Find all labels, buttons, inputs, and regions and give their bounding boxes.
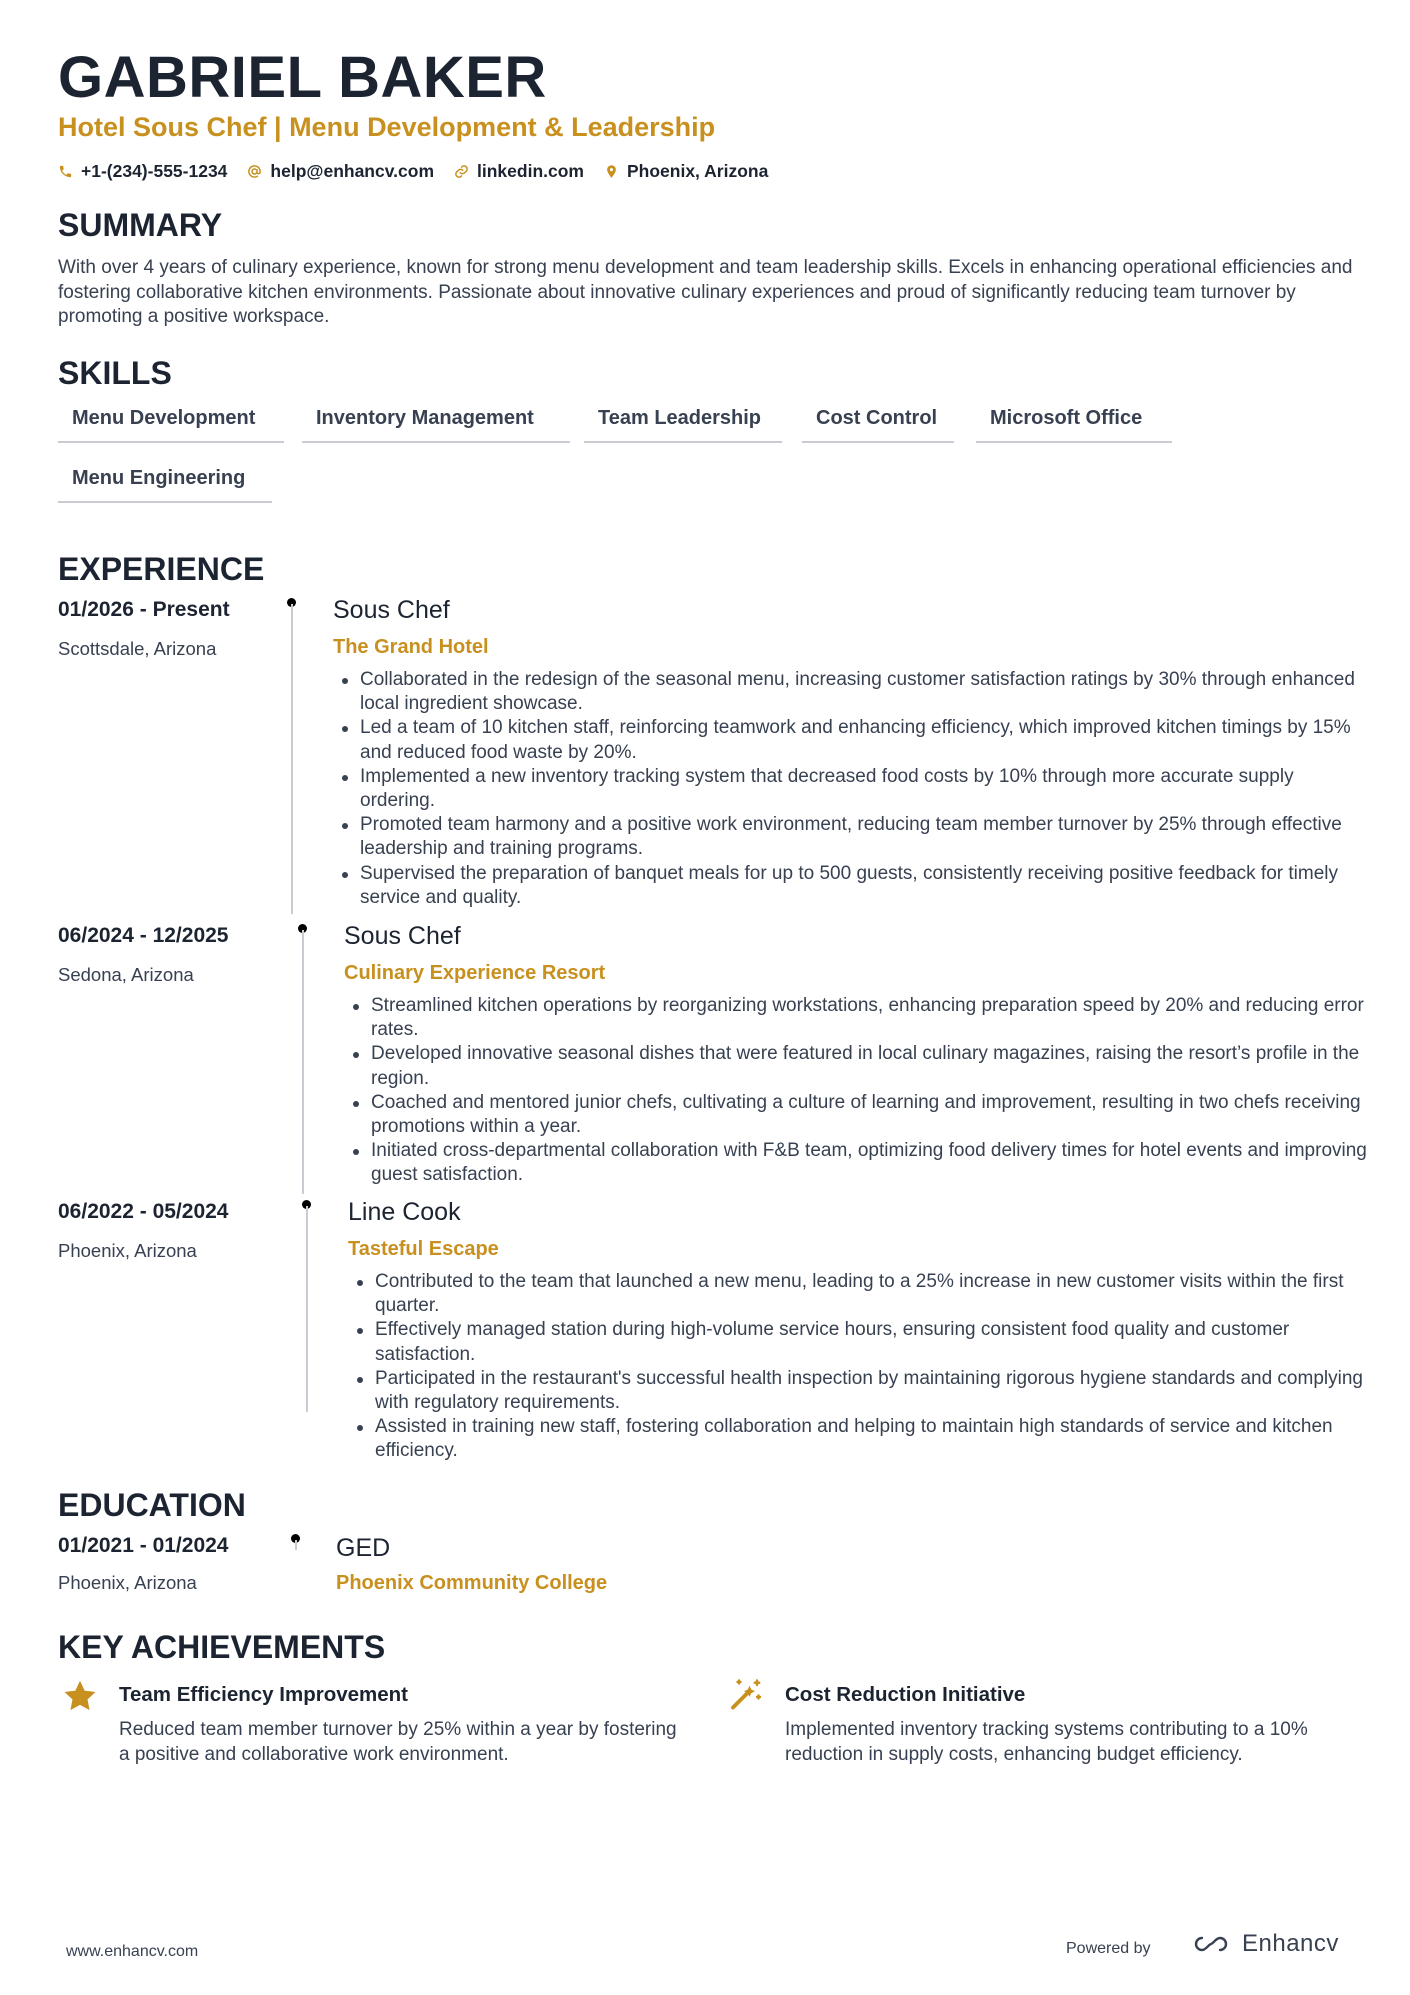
job-bullet: Effectively managed station during high-volume service hours, ensuring consistent food quality and customer satisfaction. [353, 1318, 1368, 1366]
contact-location-text: Phoenix, Arizona [626, 161, 769, 181]
job-dates: 06/2022 - 05/2024 [58, 1200, 229, 1223]
job-dates: 01/2026 - Present [58, 598, 230, 621]
skill-tag: Menu Engineering [58, 467, 272, 503]
job-bullet: Supervised the preparation of banquet meals for up to 500 guests, consistently receiving positive feedback for timely service and quality. [338, 862, 1368, 910]
job-bullets [338, 668, 1368, 910]
enhancv-logo-icon [1188, 1932, 1234, 1956]
achievement-title: Cost Reduction Initiative [785, 1683, 1026, 1706]
achievement-title: Team Efficiency Improvement [119, 1683, 408, 1706]
star-icon [62, 1678, 98, 1714]
contact-email-text: help@enhancv.com [270, 161, 435, 181]
job-bullet: Assisted in training new staff, fostering collaboration and helping to maintain high standards of service and kitchen efficiency. [353, 1415, 1368, 1463]
job-bullet: Participated in the restaurant's successful health inspection by maintaining rigorous hygiene standards and complying with regulatory requirements. [353, 1367, 1368, 1415]
job-location: Phoenix, Arizona [58, 1240, 197, 1261]
skill-tag: Team Leadership [584, 407, 782, 443]
contact-linkedin-text: linkedin.com [477, 161, 584, 181]
candidate-headline: Hotel Sous Chef | Menu Development & Leadership [58, 112, 716, 142]
contact-linkedin[interactable] [454, 161, 584, 182]
job-location: Sedona, Arizona [58, 964, 194, 985]
link-icon [454, 164, 469, 179]
timeline-line [302, 930, 304, 1194]
job-company: The Grand Hotel [333, 636, 489, 658]
job-company: Culinary Experience Resort [344, 962, 606, 984]
skill-tag: Cost Control [802, 407, 954, 443]
timeline-line [295, 1540, 297, 1550]
job-bullet: Contributed to the team that launched a new menu, leading to a 25% increase in new customer visits within the first quarter. [353, 1270, 1368, 1318]
summary-heading: SUMMARY [58, 207, 223, 243]
job-title: Sous Chef [344, 922, 461, 950]
job-bullet: Initiated cross-departmental collaboration with F&B team, optimizing food delivery times for hotel events and improving guest satisfaction. [349, 1139, 1369, 1187]
job-company: Tasteful Escape [348, 1238, 499, 1260]
timeline-line [306, 1206, 308, 1412]
education-school: Phoenix Community College [336, 1572, 608, 1594]
skill-tag: Menu Development [58, 407, 284, 443]
contact-location [604, 161, 768, 182]
brand-name: Enhancv [1242, 1930, 1339, 1957]
education-degree: GED [336, 1534, 391, 1562]
job-bullet: Streamlined kitchen operations by reorganizing workstations, enhancing preparation speed by 20% and reducing error rates. [349, 994, 1369, 1042]
skill-tag: Microsoft Office [976, 407, 1172, 443]
job-dates: 06/2024 - 12/2025 [58, 924, 229, 947]
job-bullet: Promoted team harmony and a positive work environment, reducing team member turnover by 25% through effective leadership and training programs. [338, 813, 1368, 861]
job-bullets [349, 994, 1369, 1188]
job-bullet: Collaborated in the redesign of the seasonal menu, increasing customer satisfaction ratings by 30% through enhanced local ingredient showcase. [338, 668, 1368, 716]
achievement-description: Implemented inventory tracking systems contributing to a 10% reduction in supply costs, enhancing budget efficiency. [785, 1719, 1308, 1765]
job-bullet: Coached and mentored junior chefs, cultivating a culture of learning and improvement, resulting in two chefs receiving promotions within a year. [349, 1091, 1369, 1139]
skills-heading: SKILLS [58, 355, 172, 391]
education-dates: 01/2021 - 01/2024 [58, 1534, 229, 1557]
at-icon [247, 164, 262, 179]
phone-icon [58, 164, 73, 179]
job-bullet: Developed innovative seasonal dishes that were featured in local culinary magazines, raising the resort’s profile in the region. [349, 1042, 1369, 1090]
job-title: Line Cook [348, 1198, 461, 1226]
education-heading: EDUCATION [58, 1487, 246, 1523]
timeline-line [291, 604, 293, 914]
achievements-heading: KEY ACHIEVEMENTS [58, 1629, 386, 1665]
powered-by-label: Powered by [1066, 1940, 1151, 1957]
contact-phone[interactable] [58, 161, 227, 182]
contact-phone-text: +1-(234)-555-1234 [81, 161, 228, 181]
job-title: Sous Chef [333, 596, 450, 624]
footer-url[interactable]: www.enhancv.com [66, 1943, 199, 1960]
summary-text: With over 4 years of culinary experience, known for strong menu development and team leadership skills. Excels in enhancing operational efficiencies and fostering collaborative kitchen environments. Passionate about innovative culinary experiences and proud of significantly reducing team turnover by promoting a positive workspace. [58, 257, 1353, 327]
achievement-description: Reduced team member turnover by 25% within a year by fostering a positive and collaborative work environment. [119, 1719, 677, 1765]
contact-email[interactable] [247, 161, 434, 182]
skill-tag: Inventory Management [302, 407, 570, 443]
candidate-name: GABRIEL BAKER [58, 45, 547, 110]
job-location: Scottsdale, Arizona [58, 638, 217, 659]
brand-logo[interactable] [1188, 1930, 1339, 1958]
education-location: Phoenix, Arizona [58, 1572, 197, 1593]
contact-bar [58, 161, 788, 182]
job-bullet: Implemented a new inventory tracking system that decreased food costs by 10% through more accurate supply ordering. [338, 765, 1368, 813]
location-icon [604, 164, 619, 179]
job-bullet: Led a team of 10 kitchen staff, reinforcing teamwork and enhancing efficiency, which improved kitchen timings by 15% and reduced food waste by 20%. [338, 716, 1368, 764]
magic-wand-icon [727, 1676, 763, 1712]
experience-heading: EXPERIENCE [58, 551, 265, 587]
job-bullets [353, 1270, 1368, 1464]
